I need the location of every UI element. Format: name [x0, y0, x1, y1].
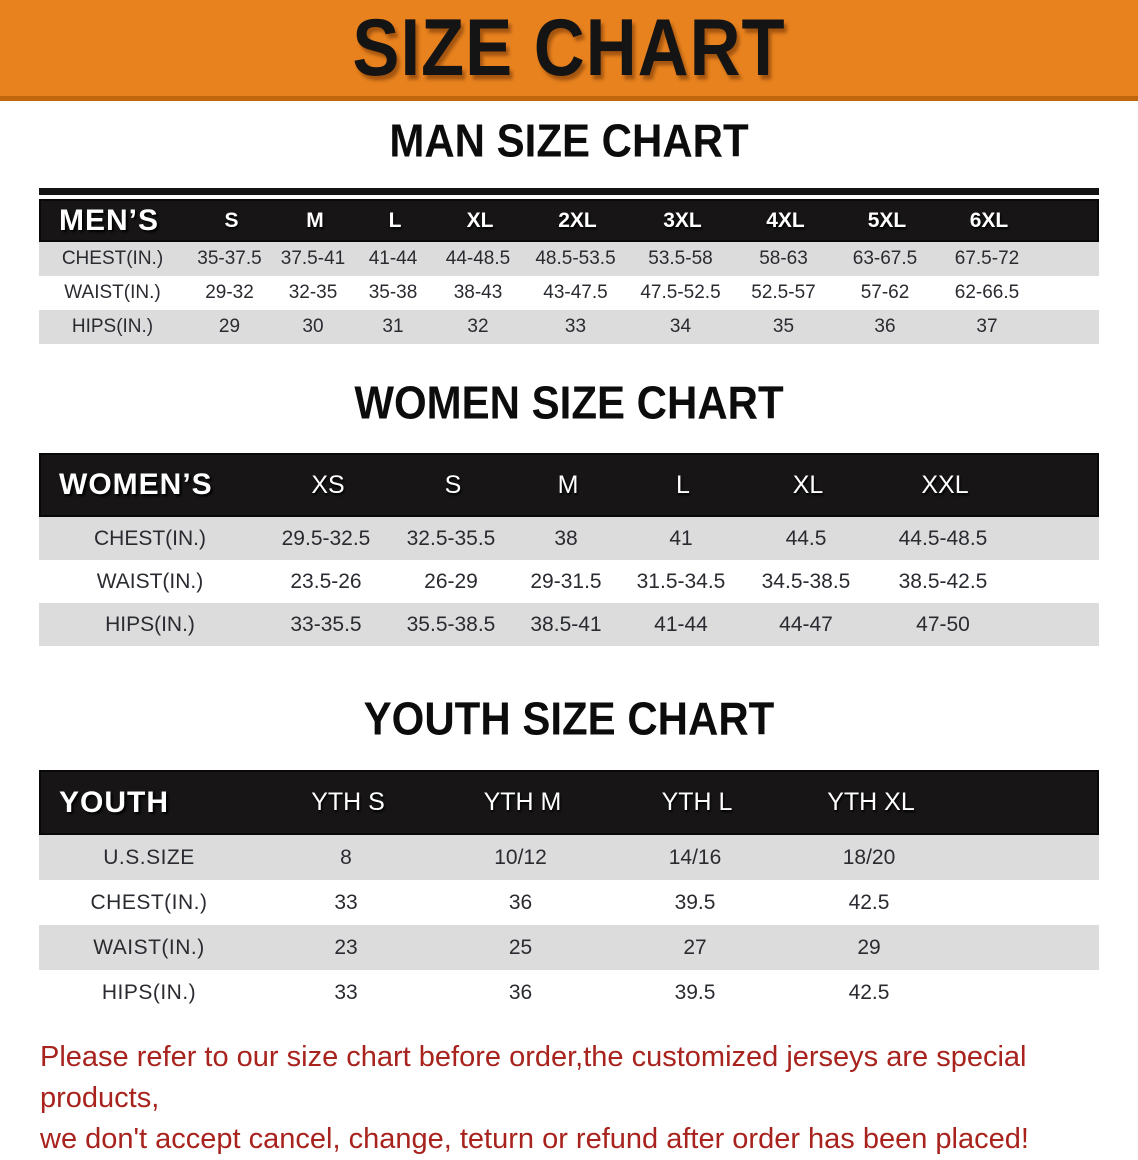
- women-table-header-label: WOMEN’S: [59, 468, 213, 501]
- cell: 31: [382, 316, 404, 337]
- cell: 52.5-57: [751, 282, 816, 303]
- row-label: CHEST(IN.): [61, 248, 164, 269]
- men-size-table: [39, 188, 1099, 344]
- women-col-header: XXL: [921, 470, 969, 499]
- cell: 44.5-48.5: [898, 526, 988, 550]
- men-table-header-row: [39, 199, 1099, 242]
- cell: 41-44: [368, 248, 418, 269]
- cell: 44.5: [785, 526, 827, 550]
- disclaimer-line-1: Please refer to our size chart before order,the customized jerseys are special products,: [40, 1041, 1027, 1114]
- men-col-header: L: [388, 208, 402, 232]
- men-col-header: 5XL: [867, 208, 907, 232]
- cell: 35.5-38.5: [406, 612, 496, 636]
- cell: 62-66.5: [954, 282, 1020, 303]
- cell: 57-62: [860, 282, 910, 303]
- cell: 10/12: [494, 845, 547, 869]
- men-col-header: XL: [466, 208, 494, 232]
- cell: 47.5-52.5: [640, 282, 721, 303]
- table-row: [39, 835, 1099, 880]
- cell: 47-50: [916, 612, 970, 636]
- men-col-header: M: [306, 208, 324, 232]
- cell: 58-63: [759, 248, 808, 269]
- men-table-header-label: MEN’S: [59, 203, 160, 237]
- table-row: [39, 310, 1099, 344]
- cell: 42.5: [848, 980, 890, 1004]
- cell: 33: [334, 890, 358, 914]
- cell: 41-44: [654, 612, 708, 636]
- youth-col-header: YTH M: [483, 788, 562, 816]
- women-col-header: XL: [792, 470, 824, 499]
- youth-col-header: YTH XL: [827, 788, 915, 816]
- cell: 38-43: [453, 282, 503, 303]
- cell: 53.5-58: [648, 248, 713, 269]
- cell: 43-47.5: [543, 282, 608, 303]
- banner-title: SIZE CHART: [352, 3, 786, 93]
- row-label: HIPS(IN.): [105, 612, 195, 636]
- cell: 39.5: [674, 980, 716, 1004]
- cell: 23.5-26: [290, 569, 362, 593]
- table-row: [39, 880, 1099, 925]
- women-col-header: M: [557, 470, 579, 499]
- men-col-header: 3XL: [663, 208, 702, 232]
- table-row: [39, 517, 1099, 560]
- men-table-top-rule: [39, 188, 1099, 195]
- cell: 29: [218, 316, 241, 337]
- cell: 67.5-72: [954, 248, 1020, 269]
- women-col-header: XS: [311, 470, 345, 499]
- row-label: HIPS(IN.): [101, 980, 197, 1004]
- youth-table-header-label: YOUTH: [59, 785, 169, 819]
- cell: 38.5-42.5: [898, 569, 988, 593]
- cell: 30: [302, 316, 324, 337]
- cell: 18/20: [842, 845, 896, 869]
- table-row: [39, 970, 1099, 1015]
- cell: 34.5-38.5: [761, 569, 851, 593]
- row-label: WAIST(IN.): [93, 935, 205, 959]
- cell: 33: [564, 316, 587, 337]
- cell: 32.5-35.5: [406, 526, 496, 550]
- cell: 14/16: [668, 845, 722, 869]
- cell: 29-31.5: [530, 569, 602, 593]
- youth-section-title: YOUTH SIZE CHART: [363, 692, 775, 745]
- row-label: WAIST(IN.): [64, 282, 161, 303]
- cell: 41: [669, 526, 693, 550]
- cell: 35-37.5: [197, 248, 262, 269]
- table-row: [39, 925, 1099, 970]
- cell: 29-32: [205, 282, 254, 303]
- women-table-header-row: [39, 453, 1099, 517]
- table-row: [39, 603, 1099, 646]
- cell: 29: [857, 935, 881, 959]
- disclaimer-line-2: we don't accept cancel, change, teturn or refund after order has been placed!: [40, 1123, 1029, 1155]
- youth-col-header: YTH L: [661, 788, 733, 816]
- cell: 8: [340, 845, 352, 869]
- cell: 32: [467, 316, 489, 337]
- men-col-header: S: [224, 208, 239, 232]
- row-label: HIPS(IN.): [71, 316, 154, 337]
- cell: 31.5-34.5: [636, 569, 726, 593]
- men-col-header: 2XL: [558, 208, 597, 232]
- cell: 39.5: [674, 890, 716, 914]
- cell: 63-67.5: [852, 248, 918, 269]
- women-col-header: L: [676, 470, 690, 499]
- cell: 32-35: [288, 282, 338, 303]
- cell: 27: [683, 935, 707, 959]
- cell: 44-48.5: [445, 248, 511, 269]
- cell: 33: [334, 980, 358, 1004]
- cell: 26-29: [424, 569, 478, 593]
- youth-table-header-row: [39, 770, 1099, 835]
- cell: 36: [508, 890, 533, 914]
- cell: 36: [874, 316, 896, 337]
- men-col-header: 4XL: [766, 208, 805, 232]
- cell: 35: [772, 316, 795, 337]
- cell: 23: [334, 935, 358, 959]
- cell: 34: [669, 316, 692, 337]
- cell: 36: [508, 980, 533, 1004]
- table-row: [39, 242, 1099, 276]
- banner: [0, 0, 1138, 101]
- cell: 37: [976, 316, 998, 337]
- cell: 48.5-53.5: [535, 248, 616, 269]
- disclaimer: [40, 1037, 1138, 1160]
- cell: 35-38: [368, 282, 418, 303]
- women-size-table: [39, 453, 1099, 646]
- men-col-header: 6XL: [969, 208, 1009, 232]
- cell: 29.5-32.5: [281, 526, 371, 550]
- cell: 42.5: [848, 890, 890, 914]
- women-section-title: WOMEN SIZE CHART: [354, 376, 784, 429]
- cell: 37.5-41: [280, 248, 346, 269]
- cell: 38.5-41: [530, 612, 602, 636]
- cell: 38: [554, 526, 578, 550]
- table-row: [39, 560, 1099, 603]
- cell: 44-47: [779, 612, 833, 636]
- row-label: CHEST(IN.): [90, 890, 208, 914]
- youth-col-header: YTH S: [311, 788, 385, 816]
- men-section-title: MAN SIZE CHART: [389, 114, 749, 167]
- row-label: WAIST(IN.): [96, 569, 204, 593]
- row-label: CHEST(IN.): [94, 526, 206, 550]
- row-label: U.S.SIZE: [103, 845, 195, 869]
- cell: 33-35.5: [290, 612, 362, 636]
- cell: 25: [508, 935, 533, 959]
- women-col-header: S: [444, 470, 462, 499]
- table-row: [39, 276, 1099, 310]
- youth-size-table: [39, 770, 1099, 1015]
